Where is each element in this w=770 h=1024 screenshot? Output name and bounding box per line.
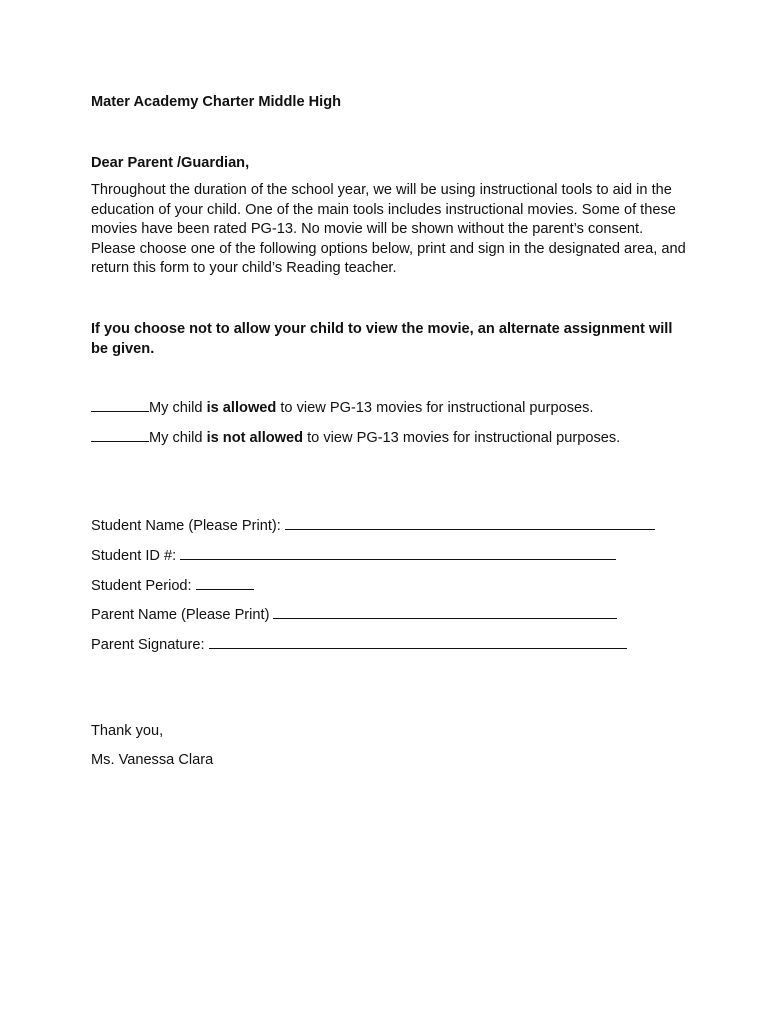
student-name-label: Student Name (Please Print): [91, 518, 281, 534]
option-allowed-suffix: to view PG-13 movies for instructional purposes. [276, 400, 594, 416]
student-period-line[interactable] [196, 575, 254, 590]
option-not-allowed [91, 427, 620, 449]
option-not-allowed-blank[interactable] [91, 427, 149, 442]
parent-signature-row [91, 634, 627, 656]
parent-signature-label: Parent Signature: [91, 637, 205, 653]
school-name: Mater Academy Charter Middle High [91, 94, 342, 110]
option-allowed-prefix: My child [149, 400, 207, 416]
signer-name: Ms. Vanessa Clara [91, 752, 214, 768]
closing-thanks: Thank you, [91, 723, 164, 739]
intro-paragraph: Throughout the duration of the school year, we will be using instructional tools to aid in the education of your child. One of the main tools includes instructional movies. Some of these movies have been rated PG-13. No movie will be shown without the parent’s consent. Please choose one of the following options below, print and sign in the designated area, and return this form to your child’s Reading teacher. [91, 182, 686, 277]
option-not-allowed-emphasis: is not allowed [206, 430, 304, 446]
student-name-row [91, 515, 655, 537]
option-allowed-blank[interactable] [91, 397, 149, 412]
student-id-row [91, 545, 616, 567]
alternate-assignment-notice: If you choose not to allow your child to view the movie, an alternate assignment will be given. [91, 321, 673, 357]
student-id-label: Student ID #: [91, 548, 177, 564]
student-name-line[interactable] [285, 515, 655, 530]
option-allowed [91, 397, 593, 419]
student-period-row [91, 575, 254, 597]
option-not-allowed-prefix: My child [149, 430, 207, 446]
student-period-label: Student Period: [91, 578, 192, 594]
parent-name-line[interactable] [273, 604, 617, 619]
parent-name-row [91, 604, 617, 626]
student-id-line[interactable] [180, 545, 616, 560]
parent-name-label: Parent Name (Please Print) [91, 607, 270, 623]
option-allowed-emphasis: is allowed [206, 400, 277, 416]
salutation: Dear Parent /Guardian, [91, 155, 250, 171]
option-not-allowed-suffix: to view PG-13 movies for instructional purposes. [303, 430, 621, 446]
parent-signature-line[interactable] [209, 634, 627, 649]
